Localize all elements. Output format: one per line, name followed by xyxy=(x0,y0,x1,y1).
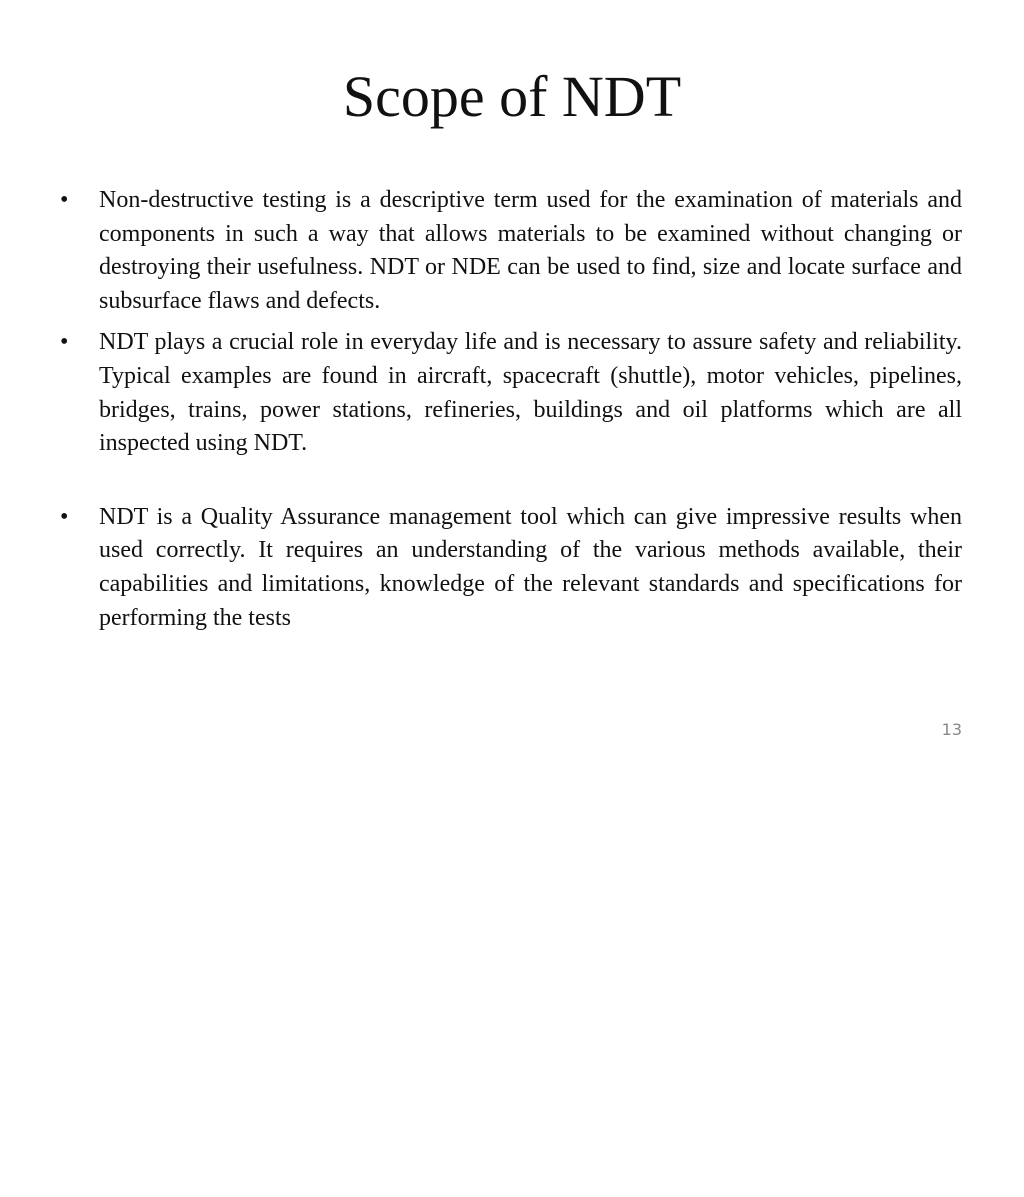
bullet-item xyxy=(56,326,962,460)
bullet-dot-icon: • xyxy=(60,503,69,530)
bullet-list xyxy=(56,184,962,643)
bullet-text: Non-destructive testing is a descriptive term used for the examination of materials and components in such a way that allows materials to be examined without changing or destroying their usefulness. NDT or NDE can be used to find, size and locate surface and subsurface flaws and defects. xyxy=(99,187,962,314)
bullet-item xyxy=(56,184,962,318)
bullet-text: NDT is a Quality Assurance management tool which can give impressive results when used correctly. It requires an understanding of the various methods available, their capabilities and limitations, knowledge of the relevant standards and specifications for performing the tests xyxy=(99,503,962,631)
bullet-dot-icon: • xyxy=(60,187,69,213)
page-number: 13 xyxy=(941,720,962,739)
slide-title: Scope of NDT xyxy=(342,64,682,129)
bullet-text: NDT plays a crucial role in everyday life and is necessary to assure safety and reliability. Typical examples are found in aircraft, spacecraft (shuttle), motor vehicles, pipelines, bridges, trains, power stations, refineries, buildings and oil platforms which are all inspected using NDT. xyxy=(99,329,962,457)
bullet-item xyxy=(56,501,962,635)
bullet-dot-icon: • xyxy=(60,329,69,356)
